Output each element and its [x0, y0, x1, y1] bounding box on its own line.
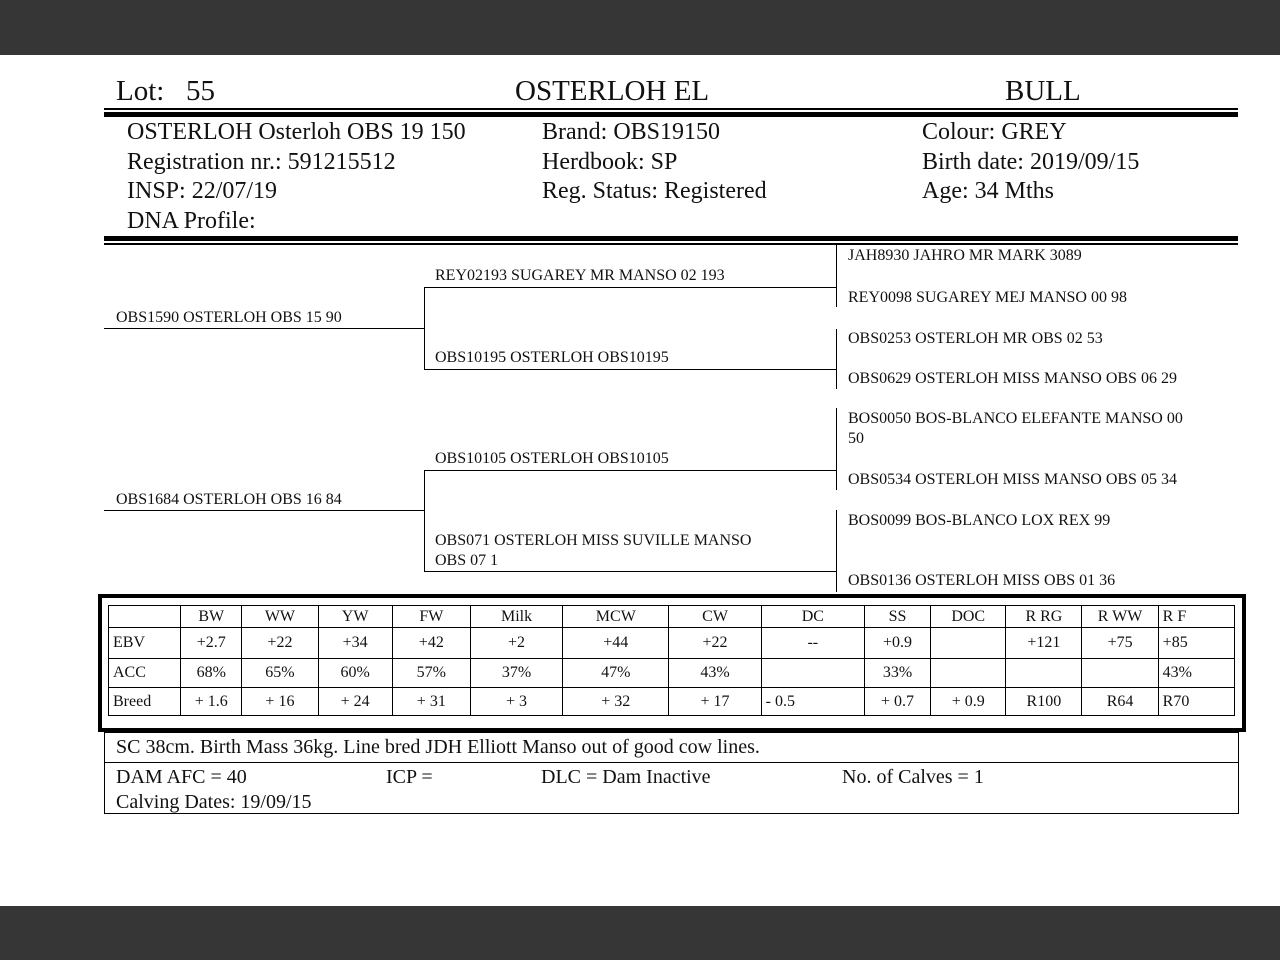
ebv-cell: + 31 — [392, 688, 470, 716]
ebv-header: FW — [392, 606, 470, 628]
ebv-cell: +121 — [1006, 628, 1082, 659]
ebv-header-row — [109, 606, 1235, 628]
pedigree-g3-5: BOS0050 BOS-BLANCO ELEFANTE MANSO 00 — [848, 410, 1183, 427]
dlc: DLC = Dam Inactive — [541, 766, 711, 788]
info-reg-status: Reg. Status: Registered — [542, 178, 767, 204]
ebv-cell: +34 — [318, 628, 392, 659]
ebv-cell: +0.9 — [864, 628, 930, 659]
ebv-table — [108, 605, 1235, 716]
ebv-header: CW — [669, 606, 761, 628]
ebv-cell: 43% — [1158, 659, 1234, 688]
ebv-cell — [1006, 659, 1082, 688]
animal-sex: BULL — [1005, 75, 1081, 107]
pedigree-line — [104, 328, 424, 329]
pedigree-dam-sire: OBS10105 OSTERLOH OBS10105 — [435, 450, 669, 467]
pedigree-g3-7: BOS0099 BOS-BLANCO LOX REX 99 — [848, 512, 1111, 529]
ebv-cell: - 0.5 — [761, 688, 864, 716]
ebv-header: Milk — [470, 606, 562, 628]
info-age: Age: 34 Mths — [922, 178, 1054, 204]
ebv-header — [109, 606, 181, 628]
ebv-cell: +75 — [1082, 628, 1158, 659]
ebv-cell — [761, 659, 864, 688]
ebv-cell: 57% — [392, 659, 470, 688]
ebv-cell: +2.7 — [181, 628, 242, 659]
pedigree-line — [424, 287, 425, 369]
animal-name: OSTERLOH EL — [515, 75, 710, 107]
pedigree-dam-dam-line2: OBS 07 1 — [435, 552, 499, 569]
pedigree-line — [424, 369, 836, 370]
pedigree-line — [424, 571, 836, 572]
pedigree-g3-4: OBS0629 OSTERLOH MISS MANSO OBS 06 29 — [848, 370, 1177, 387]
ebv-header: R F — [1158, 606, 1234, 628]
top-frame-bar — [0, 0, 1280, 55]
pedigree-sire-sire: REY02193 SUGAREY MR MANSO 02 193 — [435, 267, 725, 284]
calving-dates: Calving Dates: 19/09/15 — [116, 791, 312, 813]
pedigree-line — [104, 510, 424, 511]
ebv-header: DOC — [931, 606, 1006, 628]
number-of-calves: No. of Calves = 1 — [842, 766, 984, 788]
ebv-cell — [1082, 659, 1158, 688]
ebv-cell: + 17 — [669, 688, 761, 716]
pedigree-g3-6: OBS0534 OSTERLOH MISS MANSO OBS 05 34 — [848, 471, 1177, 488]
ebv-cell: + 32 — [563, 688, 669, 716]
ebv-header: DC — [761, 606, 864, 628]
ebv-cell: 33% — [864, 659, 930, 688]
ebv-cell: 65% — [242, 659, 318, 688]
ebv-row-ebv — [109, 628, 1235, 659]
ebv-cell: +22 — [669, 628, 761, 659]
ebv-row-label: ACC — [109, 659, 181, 688]
ebv-cell: + 0.9 — [931, 688, 1006, 716]
pedigree-line — [836, 510, 837, 592]
pedigree-g3-3: OBS0253 OSTERLOH MR OBS 02 53 — [848, 330, 1103, 347]
pedigree-line — [836, 329, 837, 389]
ebv-cell: -- — [761, 628, 864, 659]
ebv-row-breed — [109, 688, 1235, 716]
ebv-cell — [931, 628, 1006, 659]
pedigree-g3-8: OBS0136 OSTERLOH MISS OBS 01 36 — [848, 572, 1116, 589]
ebv-cell — [931, 659, 1006, 688]
comment-text: SC 38cm. Birth Mass 36kg. Line bred JDH Elliott Manso out of good cow lines. — [116, 736, 760, 758]
ebv-cell: +22 — [242, 628, 318, 659]
ebv-cell: +44 — [563, 628, 669, 659]
pedigree-g3-1: JAH8930 JAHRO MR MARK 3089 — [848, 247, 1082, 264]
header-rule-thick — [104, 112, 1238, 117]
ebv-cell: + 24 — [318, 688, 392, 716]
ebv-cell: 37% — [470, 659, 562, 688]
dam-afc: DAM AFC = 40 — [116, 766, 247, 788]
lot-number: 55 — [186, 75, 215, 107]
pedigree-line — [424, 287, 836, 288]
pedigree-dam-dam: OBS071 OSTERLOH MISS SUVILLE MANSO — [435, 532, 752, 549]
ebv-cell: R70 — [1158, 688, 1234, 716]
ebv-row-label: Breed — [109, 688, 181, 716]
ebv-cell: + 0.7 — [864, 688, 930, 716]
ebv-cell: R100 — [1006, 688, 1082, 716]
info-birth-date: Birth date: 2019/09/15 — [922, 149, 1140, 175]
ebv-cell: + 3 — [470, 688, 562, 716]
bottom-frame-bar — [0, 906, 1280, 960]
pedigree-line — [836, 245, 837, 307]
ebv-header: YW — [318, 606, 392, 628]
ebv-cell: 43% — [669, 659, 761, 688]
pedigree-line — [836, 408, 837, 490]
pedigree-g3-5-line2: 50 — [848, 430, 864, 447]
ebv-cell: R64 — [1082, 688, 1158, 716]
info-dna-profile: DNA Profile: — [127, 208, 256, 234]
lot-label: Lot: — [116, 75, 165, 107]
info-insp: INSP: 22/07/19 — [127, 178, 278, 204]
info-rule-thin — [104, 243, 1238, 245]
info-full-name: OSTERLOH Osterloh OBS 19 150 — [127, 119, 466, 145]
ebv-header: BW — [181, 606, 242, 628]
ebv-cell: 68% — [181, 659, 242, 688]
ebv-cell: + 16 — [242, 688, 318, 716]
ebv-row-label: EBV — [109, 628, 181, 659]
pedigree-dam: OBS1684 OSTERLOH OBS 16 84 — [116, 491, 342, 508]
pedigree-sire-dam: OBS10195 OSTERLOH OBS10195 — [435, 349, 669, 366]
info-herdbook: Herdbook: SP — [542, 149, 678, 175]
pedigree-line — [424, 470, 425, 571]
ebv-row-acc — [109, 659, 1235, 688]
info-registration: Registration nr.: 591215512 — [127, 149, 396, 175]
ebv-cell: +85 — [1158, 628, 1234, 659]
ebv-header: R WW — [1082, 606, 1158, 628]
info-colour: Colour: GREY — [922, 119, 1067, 145]
info-brand: Brand: OBS19150 — [542, 119, 721, 145]
pedigree-line — [424, 470, 836, 471]
ebv-cell: +42 — [392, 628, 470, 659]
info-rule-thick — [104, 236, 1238, 241]
ebv-header: MCW — [563, 606, 669, 628]
ebv-header: WW — [242, 606, 318, 628]
header-rule-thin — [104, 108, 1238, 110]
ebv-cell: +2 — [470, 628, 562, 659]
ebv-cell: 47% — [563, 659, 669, 688]
pedigree-sire: OBS1590 OSTERLOH OBS 15 90 — [116, 309, 342, 326]
icp: ICP = — [386, 766, 433, 788]
ebv-header: SS — [864, 606, 930, 628]
ebv-cell: 60% — [318, 659, 392, 688]
pedigree-g3-2: REY0098 SUGAREY MEJ MANSO 00 98 — [848, 289, 1127, 306]
ebv-cell: + 1.6 — [181, 688, 242, 716]
ebv-header: R RG — [1006, 606, 1082, 628]
